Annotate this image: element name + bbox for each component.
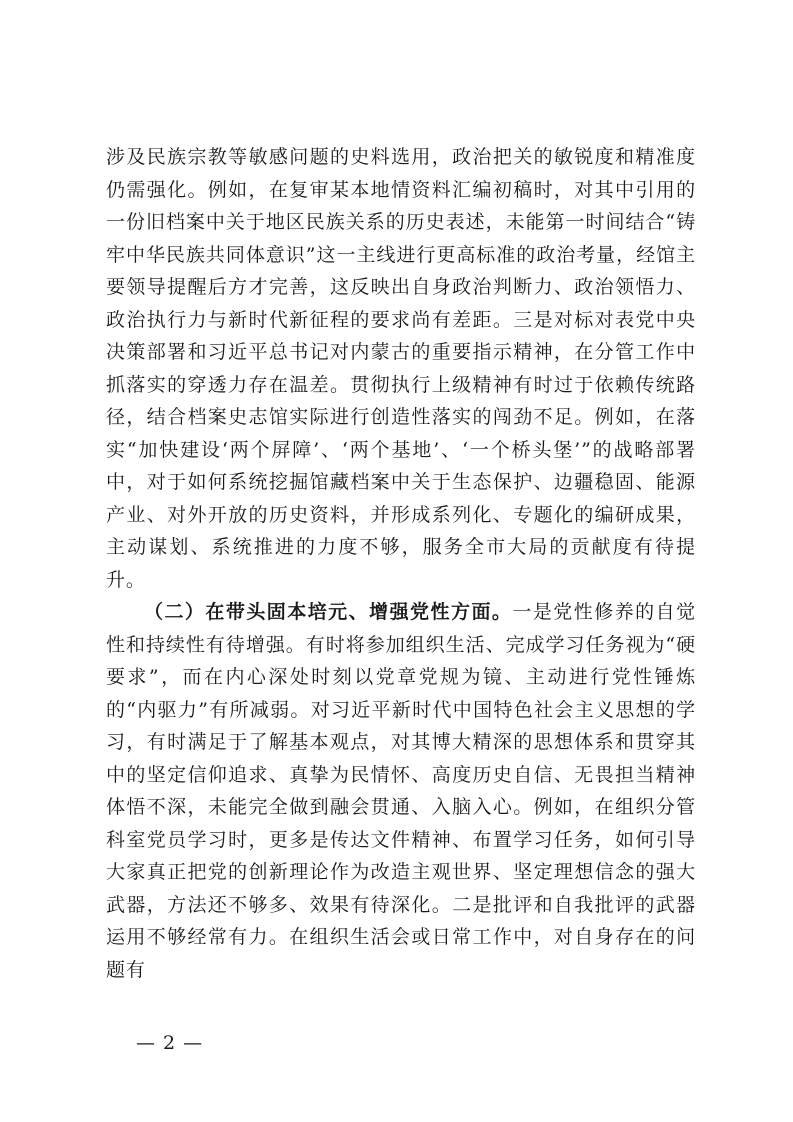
section-body: 一是党性修养的自觉性和持续性有待增强。有时将参加组织生活、完成学习任务视为“硬要求”，而在内心深处时刻以党章党规为镜、主动进行党性锤炼的“内驱力”有所减弱。对习近平新时代中国特色社会主义思想的学习，有时满足于了解基本观点，对其博大精深的思想体系和贯穿其中的坚定信仰追求、真挚为民情怀、高度历史自信、无畏担当精神体悟不深，未能完全做到融会贯通、入脑入心。例如，在组织分管科室党员学习时，更多是传达文件精神、布置学习任务，如何引导大家真正把党的创新理论作为改造主观世界、坚定理想信念的强大武器，方法还不够多、效果有待深化。二是批评和自我批评的武器运用不够经常有力。在组织生活会或日常工作中，对自身存在的问题有 — [106, 601, 696, 981]
body-text — [106, 141, 696, 986]
page-number: — 2 — — [136, 1032, 204, 1054]
paragraph-section-two — [106, 596, 696, 986]
paragraph-continuation: 涉及民族宗教等敏感问题的史料选用，政治把关的敏锐度和精准度仍需强化。例如，在复审某本地情资料汇编初稿时，对其中引用的一份旧档案中关于地区民族关系的历史表述，未能第一时间结合“铸牢中华民族共同体意识”这一主线进行更高标准的政治考量，经馆主要领导提醒后方才完善，这反映出自身政治判断力、政治领悟力、政治执行力与新时代新征程的要求尚有差距。三是对标对表党中央决策部署和习近平总书记对内蒙古的重要指示精神，在分管工作中抓落实的穿透力存在温差。贯彻执行上级精神有时过于依赖传统路径，结合档案史志馆实际进行创造性落实的闯劲不足。例如，在落实“加快建设‘两个屏障’、‘两个基地’、‘一个桥头堡’”的战略部署中，对于如何系统挖掘馆藏档案中关于生态保护、边疆稳固、能源产业、对外开放的历史资料，并形成系列化、专题化的编研成果，主动谋划、系统推进的力度不够，服务全市大局的贡献度有待提升。 — [106, 146, 696, 591]
section-heading: （二）在带头固本培元、增强党性方面。 — [144, 601, 513, 623]
